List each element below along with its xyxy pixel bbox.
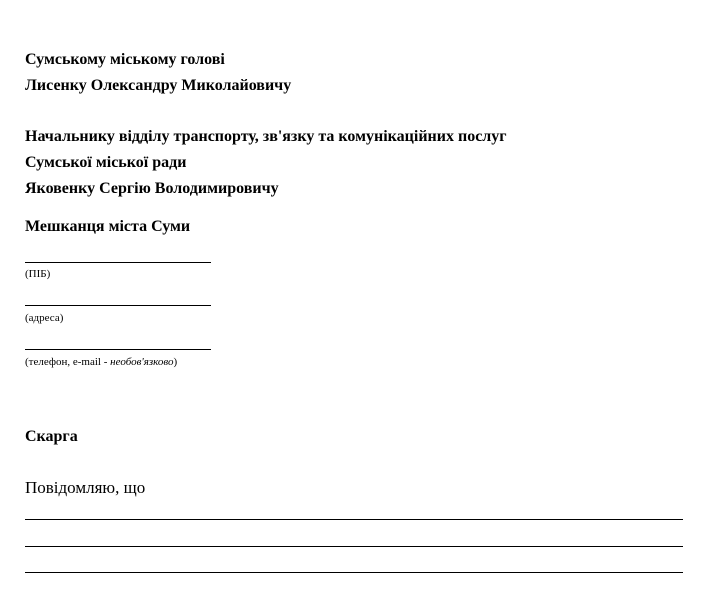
city-council-line: Сумської міської ради xyxy=(25,154,187,171)
complaint-text-line xyxy=(25,546,683,547)
name-hint: (ПІБ) xyxy=(25,268,51,280)
contact-hint-close: ) xyxy=(173,356,178,368)
name-blank-line xyxy=(25,262,211,263)
contact-blank-line xyxy=(25,349,211,350)
department-head-title-line: Начальнику відділу транспорту, зв'язку та комунікаційних послуг xyxy=(25,128,507,145)
complaint-text-line xyxy=(25,519,683,520)
address-hint: (адреса) xyxy=(25,312,64,324)
complaint-intro: Повідомляю, що xyxy=(25,478,146,497)
complaint-heading: Скарга xyxy=(25,428,78,445)
contact-hint xyxy=(25,356,177,369)
sender-title: Мешканця міста Суми xyxy=(25,218,191,235)
department-head-name-line: Яковенку Сергію Володимировичу xyxy=(25,180,279,197)
contact-hint-optional: необов'язково xyxy=(110,356,174,368)
address-blank-line xyxy=(25,305,211,306)
contact-hint-text: (телефон, e-mail - xyxy=(25,356,111,368)
complaint-text-line xyxy=(25,572,683,573)
mayor-title-line: Сумському міському голові xyxy=(25,51,225,68)
mayor-name-line: Лисенку Олександру Миколайовичу xyxy=(25,77,292,94)
